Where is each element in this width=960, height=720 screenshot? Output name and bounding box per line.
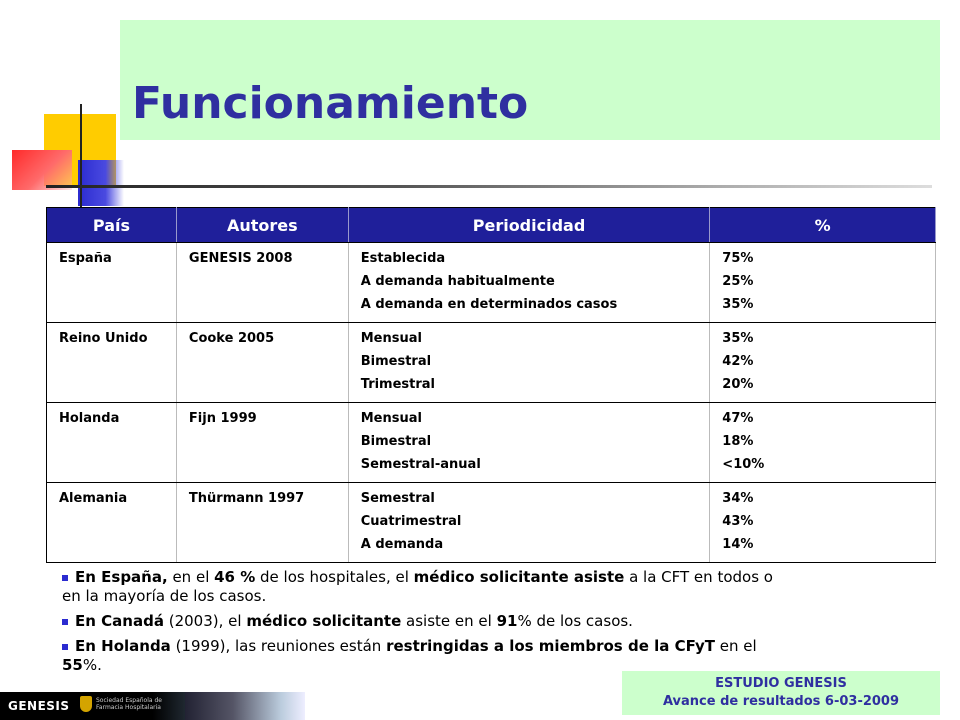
periodicidad-line: A demanda <box>360 537 444 552</box>
cell-autores: Cooke 2005 <box>176 323 348 403</box>
periodicidad-line: Bimestral <box>360 354 432 369</box>
pct-line: 47% <box>722 411 754 426</box>
bullet-text-fragment: 91 <box>496 612 518 630</box>
society-name <box>96 697 162 711</box>
bullet-text-fragment: (2003), el <box>163 612 247 630</box>
pct-line: 42% <box>722 354 754 369</box>
periodicidad-line: A demanda en determinados casos <box>360 297 618 312</box>
study-name: ESTUDIO GENESIS <box>715 676 847 691</box>
square-bullet-icon <box>62 644 68 650</box>
cell-pais: Reino Unido <box>47 323 177 403</box>
bullet-text-fragment: % de los casos. <box>517 612 633 630</box>
pct-line: 25% <box>722 274 754 289</box>
findings-list <box>62 568 792 681</box>
periodicidad-line: Semestral-anual <box>360 457 481 472</box>
table-row <box>47 323 936 403</box>
periodicidad-line: Trimestral <box>360 377 436 392</box>
bullet-text-fragment: 55 <box>62 656 83 674</box>
table-row <box>47 483 936 563</box>
periodicidad-line: A demanda habitualmente <box>360 274 555 289</box>
bullet-text-fragment: (1999), las reuniones están <box>170 637 387 655</box>
cell-porcentaje <box>710 403 936 483</box>
table-header-row <box>47 208 936 243</box>
table-row <box>47 403 936 483</box>
square-bullet-icon <box>62 619 68 625</box>
list-item <box>62 612 792 631</box>
cell-autores: GENESIS 2008 <box>176 243 348 323</box>
periodicidad-line: Semestral <box>360 491 435 506</box>
cell-porcentaje <box>710 243 936 323</box>
bullet-text-fragment: médico solicitante <box>246 612 402 630</box>
header-autores: Autores <box>176 208 348 243</box>
bullet-text-fragment: asiste en el <box>401 612 497 630</box>
genesis-logo: GENESIS <box>8 699 70 713</box>
cell-porcentaje <box>710 483 936 563</box>
cell-autores: Fijn 1999 <box>176 403 348 483</box>
bullet-text-fragment: En España, <box>75 568 168 586</box>
pct-line: 75% <box>722 251 754 266</box>
pct-line: <10% <box>722 457 765 472</box>
periodicidad-line: Cuatrimestral <box>360 514 462 529</box>
pct-line: 35% <box>722 331 754 346</box>
society-line: Sociedad Española de <box>96 697 162 704</box>
bullet-text-fragment: 46 % <box>214 568 256 586</box>
cell-porcentaje <box>710 323 936 403</box>
cell-periodicidad <box>348 323 710 403</box>
pct-line: 14% <box>722 537 754 552</box>
cell-periodicidad <box>348 483 710 563</box>
cell-periodicidad <box>348 403 710 483</box>
bullet-text-fragment: a la CFT en todos o en la mayoría de los casos. <box>62 568 773 605</box>
cell-pais: España <box>47 243 177 323</box>
decor-blue-square <box>78 160 124 206</box>
shield-icon <box>80 696 92 712</box>
cell-periodicidad <box>348 243 710 323</box>
cell-pais: Holanda <box>47 403 177 483</box>
bullet-text-fragment: En Canadá <box>75 612 164 630</box>
list-item <box>62 637 792 675</box>
decor-red-shape <box>12 150 72 190</box>
pct-line: 34% <box>722 491 754 506</box>
decor-horizontal-line <box>46 185 932 188</box>
periodicidad-line: Mensual <box>360 331 422 346</box>
society-line: Farmacia Hospitalaria <box>96 704 161 711</box>
header-pais: País <box>47 208 177 243</box>
study-label-box <box>622 671 940 715</box>
periodicidad-line: Establecida <box>360 251 446 266</box>
slide-title: Funcionamiento <box>132 78 529 129</box>
periodicidad-line: Mensual <box>360 411 422 426</box>
bullet-text-fragment: médico solicitante asiste <box>413 568 625 586</box>
bullet-text-fragment: En Holanda <box>75 637 171 655</box>
cell-autores: Thürmann 1997 <box>176 483 348 563</box>
header-porcentaje: % <box>710 208 936 243</box>
pct-line: 20% <box>722 377 754 392</box>
table-row <box>47 243 936 323</box>
square-bullet-icon <box>62 575 68 581</box>
bullet-text-fragment: en el <box>167 568 215 586</box>
study-date: Avance de resultados 6-03-2009 <box>662 694 900 709</box>
bullet-text-fragment: restringidas a los miembros de la CFyT <box>386 637 716 655</box>
bullet-text-fragment: en el <box>715 637 757 655</box>
results-table <box>46 207 936 563</box>
footer-photo <box>185 692 305 720</box>
pct-line: 43% <box>722 514 754 529</box>
cell-pais: Alemania <box>47 483 177 563</box>
header-periodicidad: Periodicidad <box>348 208 710 243</box>
periodicidad-line: Bimestral <box>360 434 432 449</box>
bullet-text-fragment: %. <box>82 656 102 674</box>
bullet-text-fragment: de los hospitales, el <box>255 568 414 586</box>
decor-vertical-line <box>80 104 82 212</box>
list-item <box>62 568 792 606</box>
pct-line: 18% <box>722 434 754 449</box>
pct-line: 35% <box>722 297 754 312</box>
